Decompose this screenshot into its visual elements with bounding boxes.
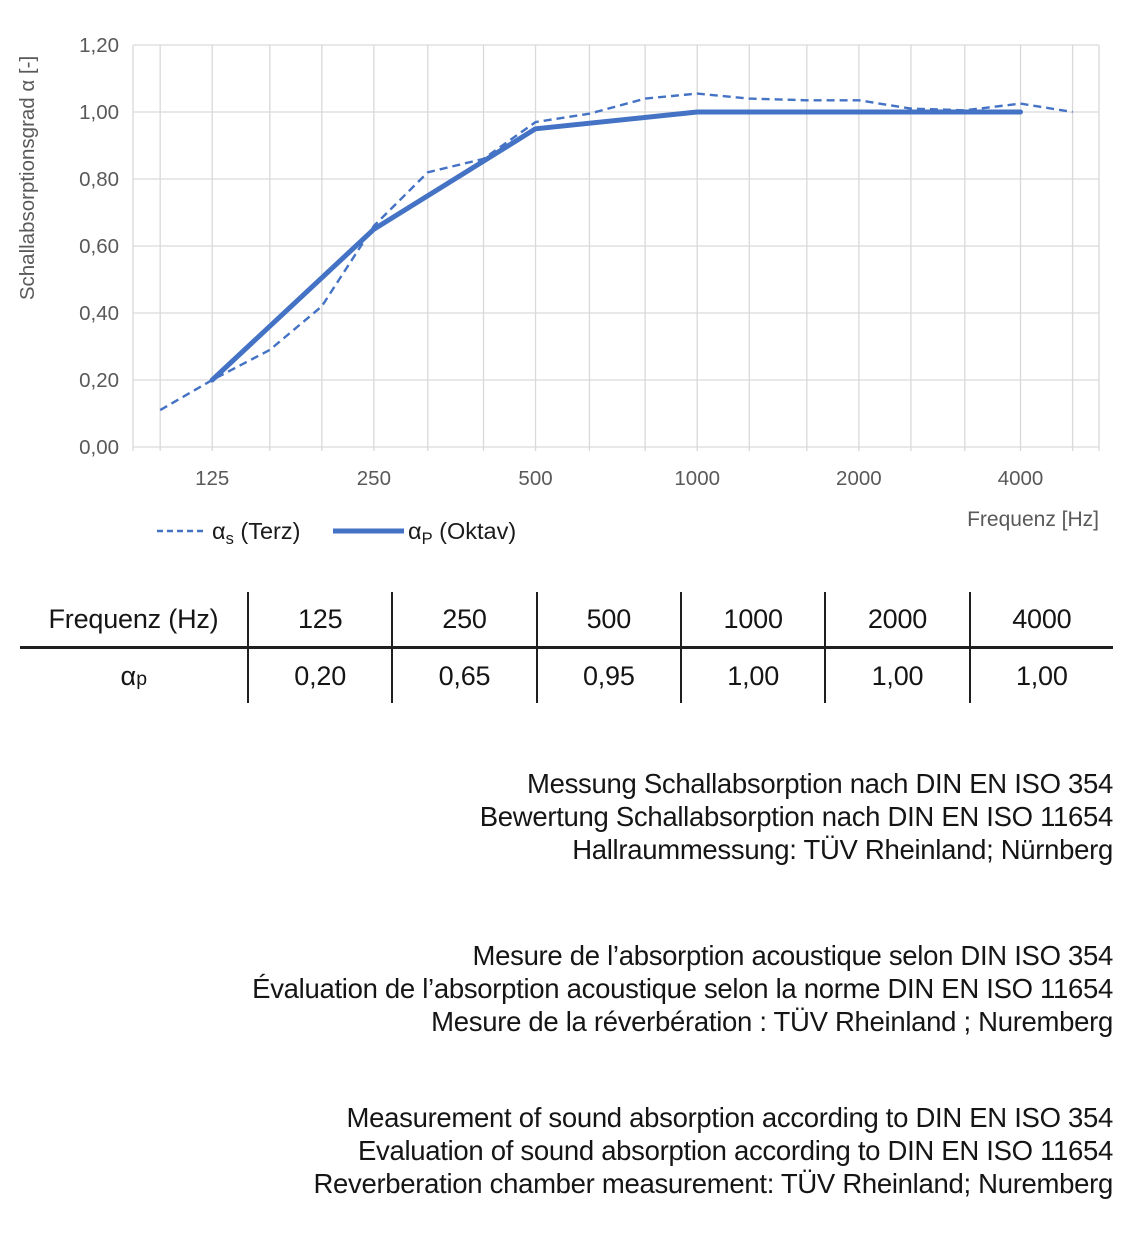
note-line: Mesure de la réverbération : TÜV Rheinland ; Nuremberg [431, 1006, 1113, 1037]
notes-english [0, 1101, 1113, 1200]
svg-text:0,20: 0,20 [79, 369, 119, 392]
note-line: Hallraummessung: TÜV Rheinland; Nürnberg [572, 834, 1113, 865]
svg-text:0,40: 0,40 [79, 302, 119, 325]
svg-text:2000: 2000 [836, 467, 882, 490]
table-frequency-header: 2000 [824, 592, 968, 649]
note-line: Measurement of sound absorption according to DIN EN ISO 354 [346, 1102, 1113, 1133]
note-line: Évaluation de l’absorption acoustique selon la norme DIN EN ISO 11654 [252, 973, 1113, 1004]
notes-german [0, 767, 1113, 866]
absorption-chart [0, 0, 1135, 560]
note-line: Mesure de l’absorption acoustique selon DIN ISO 354 [472, 940, 1113, 971]
note-line: Messung Schallabsorption nach DIN EN ISO 354 [527, 768, 1113, 799]
alpha-p-value: 1,00 [824, 649, 968, 703]
svg-text:αs (Terz): $\alpha_s$ (Terz) [212, 518, 301, 548]
svg-text:250: 250 [356, 467, 391, 490]
alpha-p-row-label: α $_p$ [120, 660, 147, 691]
svg-text:0,60: 0,60 [79, 235, 119, 258]
svg-text:4000: 4000 [997, 467, 1044, 490]
alpha-p-value: 0,20 [247, 649, 391, 703]
alpha-symbol: α [120, 660, 136, 691]
svg-text:Frequenz [Hz]: Frequenz [Hz] [967, 508, 1099, 531]
svg-text:125: 125 [195, 467, 230, 490]
notes-french [0, 939, 1113, 1038]
svg-text:500: 500 [518, 467, 553, 490]
svg-text:αP (Oktav): $\alpha_P$ (Oktav) [408, 518, 517, 548]
svg-text:1,20: 1,20 [79, 34, 119, 57]
table-frequency-header: 125 [247, 592, 391, 649]
svg-text:1000: 1000 [674, 467, 721, 490]
table-frequency-header: 250 [391, 592, 535, 649]
table-frequency-header: 500 [536, 592, 680, 649]
svg-text:Schallabsorptionsgrad α [-]: Schallabsorptionsgrad α [-] [16, 55, 39, 301]
alpha-p-value: 0,65 [391, 649, 535, 703]
svg-text:1,00: 1,00 [79, 101, 119, 124]
measurement-notes [0, 767, 1135, 1200]
alpha-p-value: 1,00 [680, 649, 824, 703]
note-line: Evaluation of sound absorption according to DIN EN ISO 11654 [357, 1135, 1113, 1166]
table-row-header: Frequenz (Hz) [20, 592, 247, 649]
table-frequency-header: 4000 [969, 592, 1113, 649]
svg-text:0,80: 0,80 [79, 168, 119, 191]
alpha-p-value: 0,95 [536, 649, 680, 703]
alpha-p-value: 1,00 [969, 649, 1113, 703]
note-line: Reverberation chamber measurement: TÜV Rheinland; Nuremberg [313, 1168, 1113, 1199]
absorption-table [20, 592, 1113, 703]
table-frequency-header: 1000 [680, 592, 824, 649]
svg-text:0,00: 0,00 [79, 436, 119, 459]
note-line: Bewertung Schallabsorption nach DIN EN ISO 11654 [479, 801, 1113, 832]
